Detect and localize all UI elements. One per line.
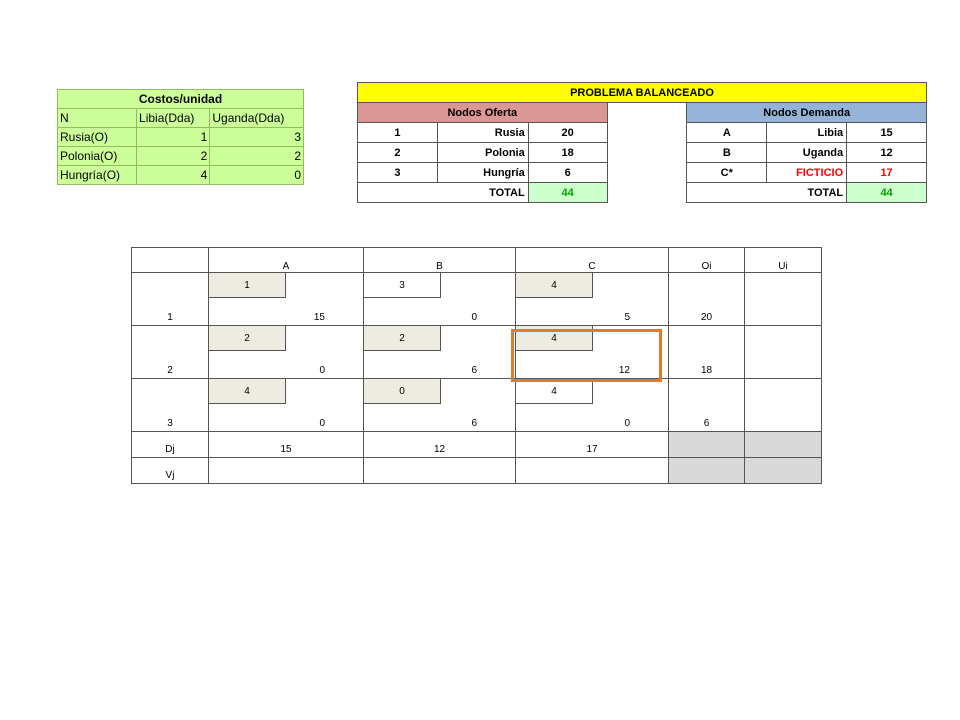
allocation: 6 xyxy=(471,418,477,429)
dj-label: Dj xyxy=(132,432,209,458)
tableau-cell xyxy=(209,379,364,432)
costos-cell: 2 xyxy=(137,147,210,166)
costos-cell: 3 xyxy=(210,128,304,147)
oferta-n: 3 xyxy=(358,163,438,183)
vj-label: Vj xyxy=(132,458,209,484)
problema-table xyxy=(357,82,927,203)
tableau-header-ui: Ui xyxy=(745,248,822,273)
demanda-val: 15 xyxy=(847,123,927,143)
vj-value xyxy=(209,458,364,484)
oferta-val: 20 xyxy=(528,123,607,143)
demanda-name: Libia xyxy=(767,123,847,143)
cost-box: 3 xyxy=(364,273,441,298)
cost-box: 0 xyxy=(364,379,441,404)
cost-box: 2 xyxy=(364,326,441,351)
gray-cell xyxy=(745,432,822,458)
costos-cell: 4 xyxy=(137,166,210,185)
row-label: 2 xyxy=(132,326,209,379)
allocation: 15 xyxy=(313,312,325,323)
cost-box: 4 xyxy=(209,379,286,404)
row-label: 3 xyxy=(132,379,209,432)
highlight-box xyxy=(511,329,662,382)
costos-row-label: Hungría(O) xyxy=(58,166,137,185)
tableau-cell xyxy=(209,326,364,379)
oferta-n: 1 xyxy=(358,123,438,143)
gray-cell xyxy=(669,432,745,458)
oferta-val: 18 xyxy=(528,143,607,163)
allocation: 6 xyxy=(471,365,477,376)
vj-value xyxy=(364,458,516,484)
tableau-cell xyxy=(364,379,516,432)
dj-value: 12 xyxy=(364,432,516,458)
costos-cell: 0 xyxy=(210,166,304,185)
tableau-cell xyxy=(516,379,669,432)
costos-header-n: N xyxy=(58,109,137,128)
transport-tableau xyxy=(131,247,822,484)
costos-title: Costos/unidad xyxy=(58,90,304,109)
tableau-cell xyxy=(364,326,516,379)
spacer xyxy=(607,103,687,203)
costos-cell: 1 xyxy=(137,128,210,147)
oi-value: 6 xyxy=(669,379,745,432)
demanda-name: Uganda xyxy=(767,143,847,163)
tableau-cell xyxy=(209,273,364,326)
demanda-name-ficticio: FICTICIO xyxy=(767,163,847,183)
oferta-n: 2 xyxy=(358,143,438,163)
tableau-header-b: B xyxy=(364,248,516,273)
allocation: 0 xyxy=(624,418,630,429)
cost-box: 2 xyxy=(209,326,286,351)
costos-row-label: Rusia(O) xyxy=(58,128,137,147)
tableau-cell xyxy=(516,273,669,326)
costos-cell: 2 xyxy=(210,147,304,166)
total-demanda-value: 44 xyxy=(847,183,927,203)
allocation: 0 xyxy=(471,312,477,323)
demanda-val-ficticio: 17 xyxy=(847,163,927,183)
oi-value: 20 xyxy=(669,273,745,326)
total-demanda-label: TOTAL xyxy=(687,183,847,203)
oferta-name: Rusia xyxy=(437,123,528,143)
costos-header-libia: Libia(Dda) xyxy=(137,109,210,128)
tableau-corner xyxy=(132,248,209,273)
demanda-node: B xyxy=(687,143,767,163)
cost-box: 4 xyxy=(516,379,593,404)
dj-value: 15 xyxy=(209,432,364,458)
vj-value xyxy=(516,458,669,484)
row-label: 1 xyxy=(132,273,209,326)
ui-value xyxy=(745,273,822,326)
allocation: 0 xyxy=(319,365,325,376)
costos-header-uganda: Uganda(Dda) xyxy=(210,109,304,128)
gray-cell xyxy=(669,458,745,484)
oferta-name: Hungría xyxy=(437,163,528,183)
ui-value xyxy=(745,379,822,432)
dj-value: 17 xyxy=(516,432,669,458)
demanda-header: Nodos Demanda xyxy=(687,103,927,123)
demanda-node: C* xyxy=(687,163,767,183)
total-oferta-label: TOTAL xyxy=(358,183,529,203)
oferta-val: 6 xyxy=(528,163,607,183)
problema-title: PROBLEMA BALANCEADO xyxy=(358,83,927,103)
costos-table xyxy=(57,89,304,185)
tableau-header-oi: Oi xyxy=(669,248,745,273)
cost-box: 1 xyxy=(209,273,286,298)
oferta-header: Nodos Oferta xyxy=(358,103,608,123)
tableau-header-c: C xyxy=(516,248,669,273)
oi-value: 18 xyxy=(669,326,745,379)
total-oferta-value: 44 xyxy=(528,183,607,203)
gray-cell xyxy=(745,458,822,484)
tableau-header-a: A xyxy=(209,248,364,273)
allocation: 12 xyxy=(618,365,630,376)
cost-box: 4 xyxy=(516,273,593,298)
demanda-val: 12 xyxy=(847,143,927,163)
demanda-node: A xyxy=(687,123,767,143)
allocation: 5 xyxy=(624,312,630,323)
tableau-cell xyxy=(364,273,516,326)
ui-value xyxy=(745,326,822,379)
cost-box: 4 xyxy=(516,326,593,351)
allocation: 0 xyxy=(319,418,325,429)
oferta-name: Polonia xyxy=(437,143,528,163)
costos-row-label: Polonia(O) xyxy=(58,147,137,166)
